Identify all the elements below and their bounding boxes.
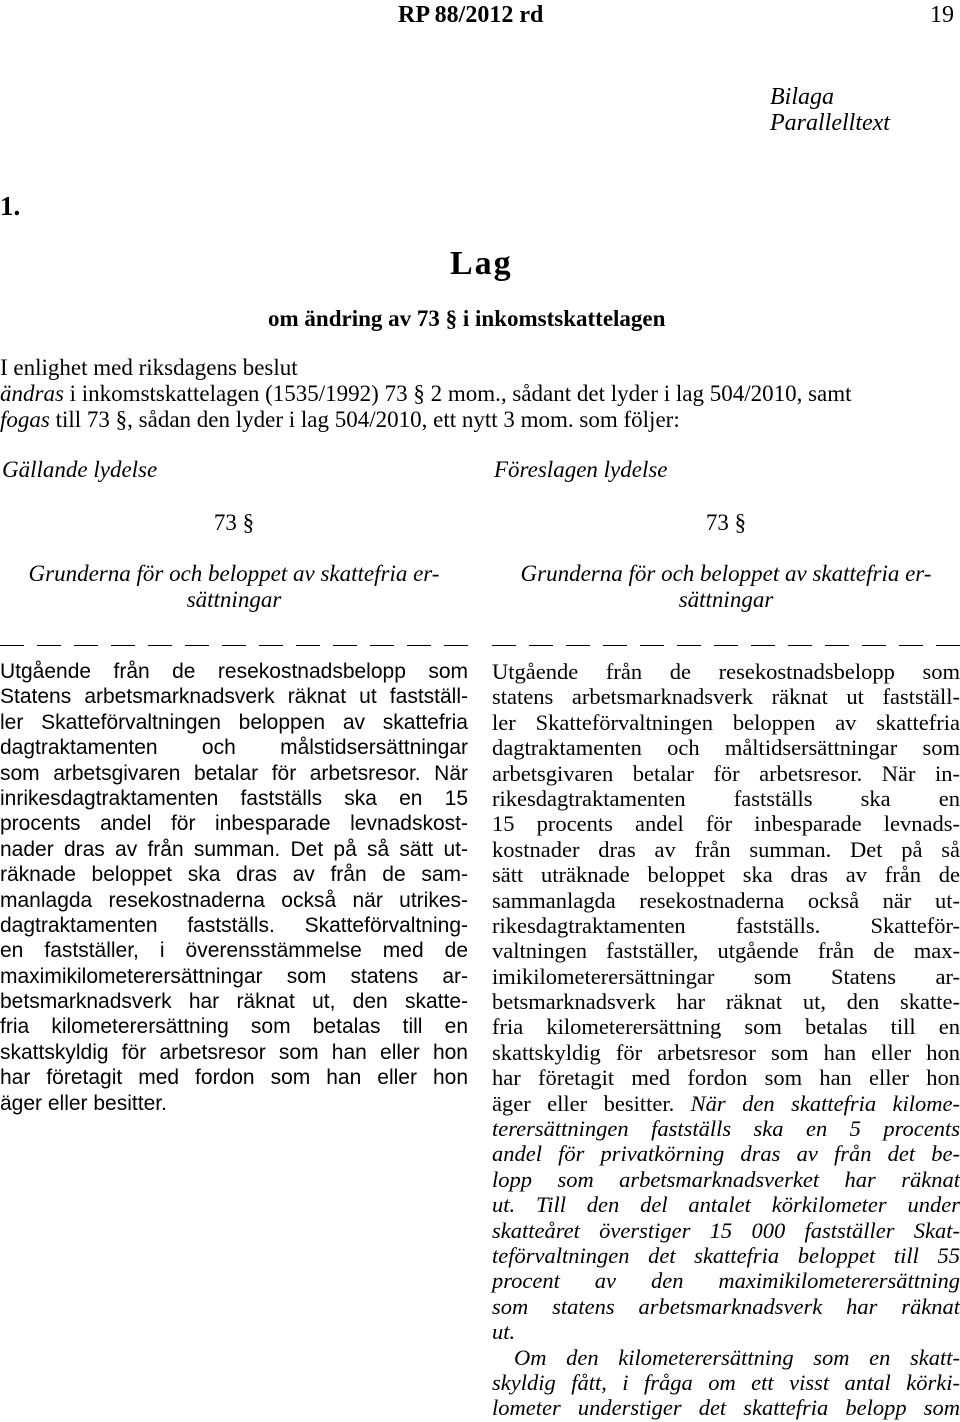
text-line: dagtraktamenten och målstidsersättningar bbox=[0, 736, 468, 760]
text-line: lopp som arbetsmarknadsverket har räknat bbox=[492, 1166, 960, 1192]
text-line: skatteåret överstiger 15 000 fastställer Skat- bbox=[492, 1217, 960, 1243]
text-line: procent av den maximikilometerersättning bbox=[492, 1268, 960, 1294]
text-line: dagtraktamenten fastställs. Skatteförvaltning- bbox=[0, 913, 468, 937]
text-line-italic: När den skattefria kilome- bbox=[690, 1090, 960, 1116]
text-line: Utgående från de resekostnadsbelopp som bbox=[0, 660, 468, 683]
text-line: imikilometerersättningar som Statens ar- bbox=[492, 963, 960, 989]
document-header-title: RP 88/2012 rd bbox=[398, 2, 544, 28]
text-line: inrikesdagtraktamenten fastställs ska en 15 bbox=[0, 786, 468, 810]
text-line: sätt uträknade beloppet ska dras av från de bbox=[492, 862, 960, 888]
page-number: 19 bbox=[930, 2, 954, 28]
paragraph-body bbox=[0, 659, 468, 1116]
text-line: ler Skatteförvaltningen beloppen av skattefria bbox=[492, 709, 960, 735]
text-line: äger eller besitter. bbox=[0, 1091, 167, 1115]
law-subtitle: om ändring av 73 § i inkomstskattelagen bbox=[268, 306, 666, 331]
paragraph-number: 73 § bbox=[213, 510, 255, 535]
omission-dashes bbox=[492, 633, 960, 647]
text-line: valtningen fastställer, utgående från de max- bbox=[492, 938, 960, 964]
intro-line-text: till 73 §, sådan den lyder i lag 504/2010, ett nytt 3 mom. som följer: bbox=[49, 407, 680, 432]
paragraph-title-line: Grunderna för och beloppet av skattefria er- bbox=[520, 561, 932, 586]
intro-line bbox=[0, 381, 852, 407]
paragraph-title-line: sättningar bbox=[186, 587, 282, 612]
intro-line-text: i inkomstskattelagen (1535/1992) 73 § 2 mom., sådant det lyder i lag 504/2010, samt bbox=[63, 381, 852, 406]
text-line: har företagit med fordon som han eller hon bbox=[0, 1066, 468, 1090]
paragraph-number: 73 § bbox=[705, 510, 747, 535]
text-line: rikesdagtraktamenten fastställs. Skatteför- bbox=[492, 912, 960, 938]
intro-line bbox=[0, 407, 852, 433]
intro-verb: fogas bbox=[0, 407, 50, 432]
text-line: sammanlagda resekostnaderna också när ut- bbox=[492, 887, 960, 913]
text-line: betsmarknadsverk har räknat ut, den skatte- bbox=[492, 989, 960, 1015]
text-line: teförvaltningen det skattefria beloppet till 55 bbox=[492, 1242, 960, 1268]
text-line: ler Skatteförvaltningen beloppen av skattefria bbox=[0, 710, 468, 734]
text-line: skattskyldig för arbetsresor som han eller hon bbox=[492, 1039, 960, 1065]
paragraph-body bbox=[492, 659, 960, 1421]
text-line: andel för privatkörning dras av från det be- bbox=[492, 1141, 960, 1167]
appendix-line: Bilaga bbox=[770, 84, 834, 110]
text-line: Om den kilometerersättning som en skatt- bbox=[514, 1344, 960, 1370]
text-line: lometer understiger det skattefria belopp som bbox=[492, 1395, 960, 1421]
text-line: en fastställer, i överensstämmelse med de bbox=[0, 939, 468, 963]
appendix-label bbox=[770, 84, 890, 136]
law-title: Lag bbox=[450, 245, 513, 282]
column-heading: Föreslagen lydelse bbox=[494, 457, 668, 482]
text-line: ut. bbox=[492, 1319, 516, 1345]
paragraph-title-line: Grunderna för och beloppet av skattefria er- bbox=[28, 561, 440, 586]
text-line: räknade beloppet ska dras av från de sam- bbox=[0, 863, 468, 887]
text-line: statens arbetsmarknadsverk räknat ut fastställ- bbox=[492, 684, 960, 710]
text-line: dagtraktamenten och måltidsersättningar som bbox=[492, 735, 960, 761]
text-line: rikesdagtraktamenten fastställs ska en bbox=[492, 785, 960, 811]
text-line-plain: äger eller besitter. bbox=[492, 1090, 691, 1116]
text-line: manlagda resekostnaderna också när utrikes- bbox=[0, 888, 468, 912]
omission-dashes bbox=[0, 633, 468, 647]
text-line: skattskyldig för arbetsresor som han eller hon bbox=[0, 1040, 468, 1064]
text-line: terersättningen fastställs ska en 5 procents bbox=[492, 1116, 960, 1142]
text-line: ut. Till den del antalet körkilometer under bbox=[492, 1192, 960, 1218]
text-line: fria kilometerersättning som betalas till en bbox=[492, 1014, 960, 1040]
text-line: Utgående från de resekostnadsbelopp som bbox=[492, 659, 960, 684]
text-line: har företagit med fordon som han eller hon bbox=[492, 1065, 960, 1091]
text-line: som statens arbetsmarknadsverk har räknat bbox=[492, 1293, 960, 1319]
text-line: kostnader dras av från summan. Det på så bbox=[492, 836, 960, 862]
section-number: 1. bbox=[0, 191, 21, 221]
text-line: 15 procents andel för inbesparade levnads- bbox=[492, 811, 960, 837]
intro-line: I enlighet med riksdagens beslut bbox=[0, 355, 298, 380]
text-line: som arbetsgivaren betalar för arbetsresor. När bbox=[0, 761, 468, 785]
text-line bbox=[492, 1091, 960, 1116]
text-line: betsmarknadsverk har räknat ut, den skatte- bbox=[0, 990, 468, 1014]
text-line: Statens arbetsmarknadsverk räknat ut fastställ- bbox=[0, 685, 468, 709]
text-line: fria kilometerersättning som betalas till en bbox=[0, 1015, 468, 1039]
column-heading: Gällande lydelse bbox=[2, 457, 158, 482]
paragraph-title-line: sättningar bbox=[678, 587, 774, 612]
text-line: maximikilometerersättningar som statens ar- bbox=[0, 964, 468, 988]
text-line: skyldig fått, i fråga om ett visst antal körki- bbox=[492, 1369, 960, 1395]
intro-text bbox=[0, 355, 852, 433]
text-line: nader dras av från summan. Det på så sätt ut- bbox=[0, 837, 468, 861]
text-line: arbetsgivaren betalar för arbetsresor. När in- bbox=[492, 760, 960, 786]
paragraph-title bbox=[0, 561, 468, 613]
paragraph-title bbox=[492, 561, 960, 613]
intro-verb: ändras bbox=[0, 381, 64, 406]
appendix-line: Parallelltext bbox=[770, 110, 890, 136]
text-line: procents andel för inbesparade levnadskost- bbox=[0, 812, 468, 836]
